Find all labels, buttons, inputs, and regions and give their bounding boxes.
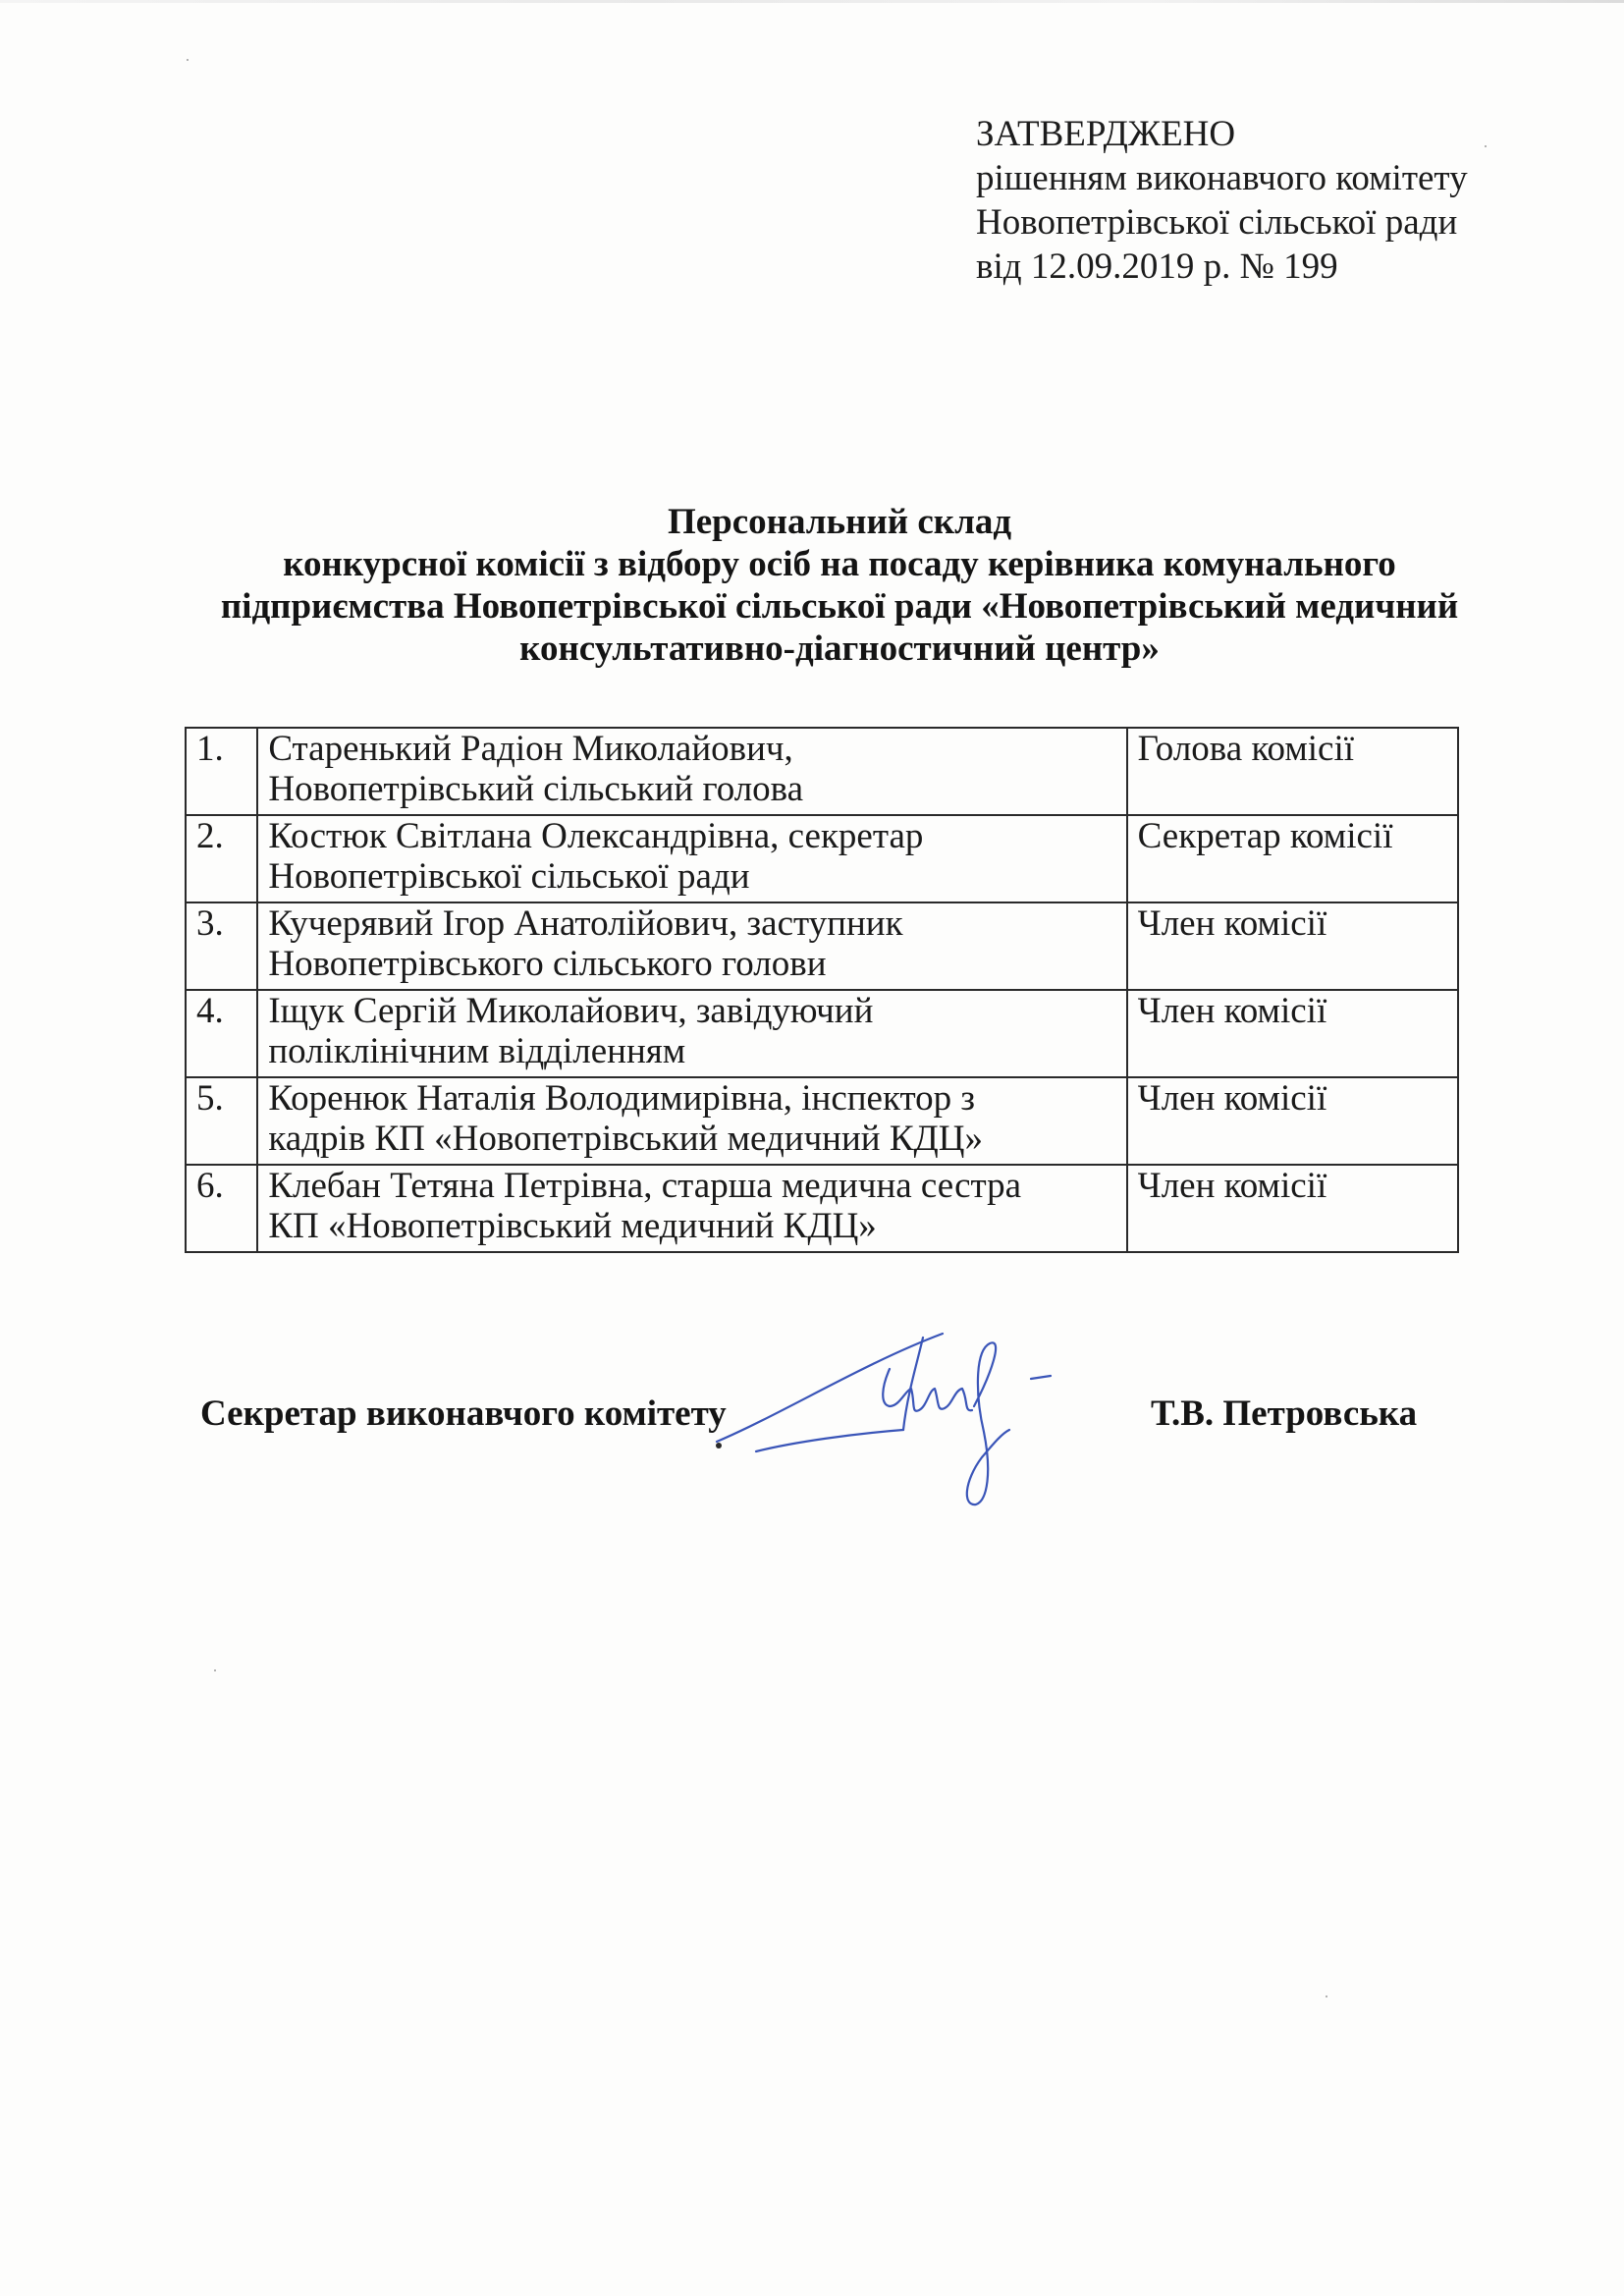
member-role: Секретар комісії	[1127, 815, 1458, 902]
title-line: конкурсної комісії з відбору осіб на посаду керівника комунального	[283, 544, 1396, 584]
row-number: 3.	[186, 902, 257, 990]
handwritten-signature	[697, 1304, 1110, 1520]
table-row	[186, 1165, 1458, 1252]
commission-members-table	[185, 727, 1459, 1253]
member-role: Голова комісії	[1127, 728, 1458, 815]
scan-speck	[1485, 145, 1487, 147]
approval-heading: ЗАТВЕРДЖЕНО	[976, 114, 1236, 154]
member-description	[257, 1165, 1126, 1252]
member-position: Новопетрівського сільського голови	[268, 944, 827, 984]
scan-speck	[187, 59, 189, 61]
member-name: Костюк Світлана Олександрівна, секретар	[268, 816, 924, 856]
table-row	[186, 728, 1458, 815]
member-name: Іщук Сергій Миколайович, завідуючий	[268, 991, 874, 1031]
approval-line: Новопетрівської сільської ради	[976, 202, 1458, 243]
member-name: Клебан Тетяна Петрівна, старша медична сестра	[268, 1166, 1022, 1206]
member-description	[257, 728, 1126, 815]
member-role: Член комісії	[1127, 1077, 1458, 1165]
table-row	[186, 1077, 1458, 1165]
row-number: 4.	[186, 990, 257, 1077]
member-role: Член комісії	[1127, 902, 1458, 990]
table-row	[186, 990, 1458, 1077]
document-title	[187, 501, 1492, 670]
member-position: Новопетрівської сільської ради	[268, 856, 750, 897]
approval-date-number: від 12.09.2019 р. № 199	[976, 246, 1338, 287]
title-line: Персональний склад	[667, 502, 1012, 542]
member-position: поліклінічним відділенням	[268, 1031, 686, 1071]
signature-dot	[716, 1443, 722, 1449]
row-number: 2.	[186, 815, 257, 902]
member-role: Член комісії	[1127, 1165, 1458, 1252]
member-description	[257, 990, 1126, 1077]
scan-speck	[1326, 1995, 1327, 1997]
signer-position-label: Секретар виконавчого комітету	[200, 1394, 727, 1434]
member-description	[257, 1077, 1126, 1165]
approval-line: рішенням виконавчого комітету	[976, 158, 1468, 198]
member-name: Старенький Радіон Миколайович,	[268, 729, 793, 769]
table-row	[186, 902, 1458, 990]
title-line: консультативно-діагностичний центр»	[519, 629, 1160, 669]
member-description	[257, 815, 1126, 902]
member-position: кадрів КП «Новопетрівський медичний КДЦ»	[268, 1119, 983, 1159]
signer-name: Т.В. Петровська	[1151, 1394, 1418, 1434]
row-number: 1.	[186, 728, 257, 815]
scan-edge-artifact	[0, 0, 1624, 3]
member-position: КП «Новопетрівський медичний КДЦ»	[268, 1206, 877, 1246]
scan-speck	[214, 1669, 216, 1671]
member-name: Кучерявий Ігор Анатолійович, заступник	[268, 903, 903, 944]
table-row	[186, 815, 1458, 902]
member-role: Член комісії	[1127, 990, 1458, 1077]
member-description	[257, 902, 1126, 990]
approval-block	[976, 112, 1468, 289]
row-number: 5.	[186, 1077, 257, 1165]
member-name: Коренюк Наталія Володимирівна, інспектор з	[268, 1078, 976, 1119]
member-position: Новопетрівський сільський голова	[268, 769, 804, 809]
title-line: підприємства Новопетрівської сільської ради «Новопетрівський медичний	[220, 586, 1459, 627]
row-number: 6.	[186, 1165, 257, 1252]
